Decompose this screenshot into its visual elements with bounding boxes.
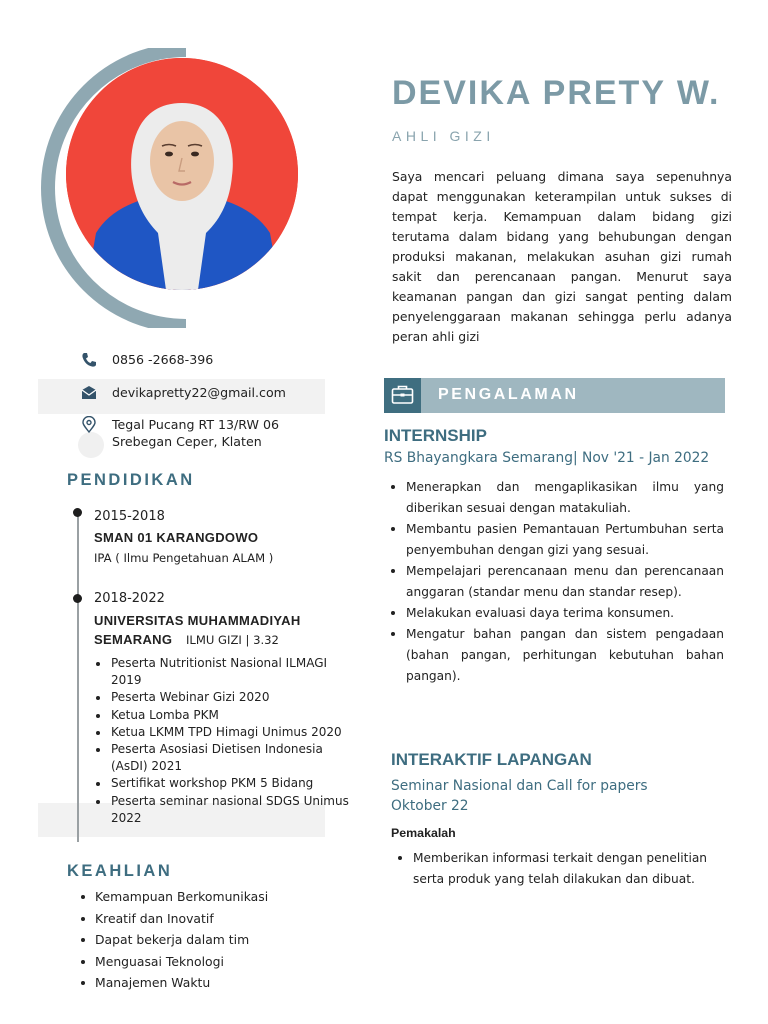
phone-number: 0856 -2668-396 bbox=[112, 352, 214, 367]
list-item: Mempelajari perencanaan menu dan perencanaan anggaran (standar menu dan standar resep). bbox=[385, 561, 724, 603]
job-title: INTERAKTIF LAPANGAN bbox=[391, 750, 592, 769]
person-name: DEVIKA PRETY W. bbox=[392, 74, 721, 112]
experience-icon-box bbox=[384, 378, 421, 413]
decorative-dot bbox=[78, 432, 104, 458]
list-item: Dapat bekerja dalam tim bbox=[78, 929, 318, 951]
education-heading: PENDIDIKAN bbox=[67, 471, 195, 489]
education-school: SEMARANG bbox=[94, 632, 173, 647]
job-role: AHLI GIZI bbox=[392, 128, 495, 144]
list-item: Memberikan informasi terkait dengan penelitian serta produk yang telah dilakukan dan dibuat. bbox=[392, 848, 712, 890]
job-subtitle: Oktober 22 bbox=[391, 798, 469, 814]
job-subtitle: Seminar Nasional dan Call for papers bbox=[391, 778, 648, 794]
location-pin-icon bbox=[80, 416, 98, 434]
list-item: Menguasai Teknologi bbox=[78, 951, 318, 973]
list-item: Peserta seminar nasional SDGS Unimus 2022 bbox=[94, 793, 349, 827]
address-line-1: Tegal Pucang RT 13/RW 06 bbox=[112, 417, 280, 432]
list-item: Kemampuan Berkomunikasi bbox=[78, 886, 318, 908]
education-timeline bbox=[77, 512, 79, 842]
education-school: UNIVERSITAS MUHAMMADIYAH bbox=[94, 613, 301, 628]
job-subtitle: RS Bhayangkara Semarang| Nov '21 - Jan 2022 bbox=[384, 450, 710, 466]
list-item: Ketua LKMM TPD Himagi Unimus 2020 bbox=[94, 724, 349, 741]
job-title: INTERNSHIP bbox=[384, 426, 487, 445]
list-item: Menerapkan dan mengaplikasikan ilmu yang diberikan sesuai dengan matakuliah. bbox=[385, 477, 724, 519]
education-school: SMAN 01 KARANGDOWO bbox=[94, 530, 259, 545]
timeline-dot bbox=[73, 594, 82, 603]
briefcase-icon bbox=[384, 378, 421, 413]
timeline-dot bbox=[73, 508, 82, 517]
list-item: Kreatif dan Inovatif bbox=[78, 908, 318, 930]
skills-heading: KEAHLIAN bbox=[67, 862, 173, 880]
list-item: Peserta Webinar Gizi 2020 bbox=[94, 689, 349, 706]
experience-heading: PENGALAMAN bbox=[438, 386, 579, 403]
list-item: Sertifikat workshop PKM 5 Bidang bbox=[94, 775, 349, 792]
education-major: ILMU GIZI | 3.32 bbox=[186, 633, 279, 647]
job-duties-list bbox=[385, 477, 724, 687]
skills-list bbox=[78, 886, 318, 994]
education-period: 2015-2018 bbox=[94, 509, 165, 524]
email-address: devikapretty22@gmail.com bbox=[112, 385, 286, 400]
job-duties-list bbox=[392, 848, 712, 890]
list-item: Peserta Asosiasi Dietisen Indonesia (AsDI) 2021 bbox=[94, 741, 349, 775]
phone-icon bbox=[80, 351, 98, 369]
job-role-label: Pemakalah bbox=[391, 826, 456, 840]
education-activities-list bbox=[94, 655, 349, 827]
list-item: Ketua Lomba PKM bbox=[94, 707, 349, 724]
address-line-2: Srebegan Ceper, Klaten bbox=[112, 434, 262, 449]
education-major: IPA ( Ilmu Pengetahuan ALAM ) bbox=[94, 551, 274, 565]
list-item: Mengatur bahan pangan dan sistem pengadaan (bahan pangan, perhitungan kebutuhan bahan pangan). bbox=[385, 624, 724, 687]
list-item: Peserta Nutritionist Nasional ILMAGI 2019 bbox=[94, 655, 349, 689]
profile-photo bbox=[66, 58, 298, 290]
list-item: Membantu pasien Pemantauan Pertumbuhan serta penyembuhan dengan gizi yang sesuai. bbox=[385, 519, 724, 561]
profile-summary: Saya mencari peluang dimana saya sepenuhnya dapat menggunakan keterampilan untuk sukses di tempat kerja. Kemampuan dalam bidang gizi terutama dalam bidang yang behubungan dengan produksi makanan, melakukan asuhan gizi rumah sakit dan perencanaan pangan. Menurut saya keamanan pangan dan gizi sangat penting dalam penyelenggaraan makanan sehingga perlu adanya peran ahli gizi bbox=[392, 169, 732, 344]
list-item: Manajemen Waktu bbox=[78, 972, 318, 994]
envelope-icon bbox=[80, 384, 98, 402]
list-item: Melakukan evaluasi daya terima konsumen. bbox=[385, 603, 724, 624]
education-period: 2018-2022 bbox=[94, 591, 165, 606]
